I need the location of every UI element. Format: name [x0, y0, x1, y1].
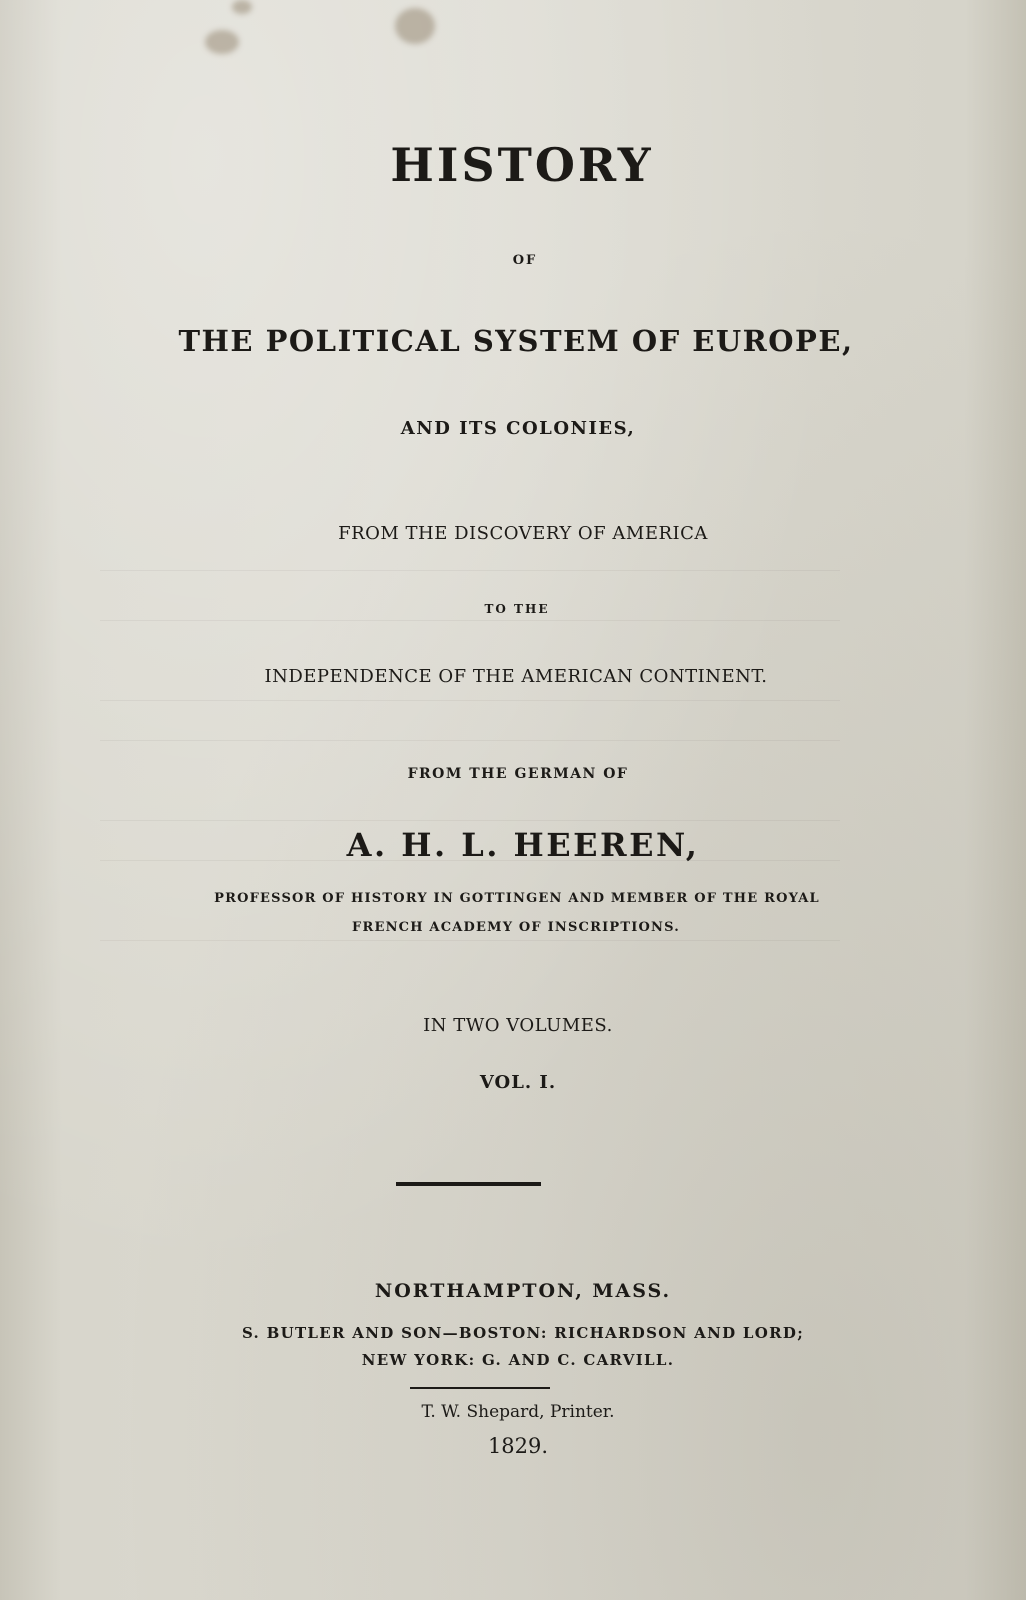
bleed-through: [100, 620, 840, 621]
author-role-line-2: FRENCH ACADEMY OF INSCRIPTIONS.: [352, 920, 680, 935]
volume-number: VOL. I.: [479, 1072, 557, 1093]
translation-note: FROM THE GERMAN OF: [407, 766, 629, 782]
author-name: A. H. L. HEEREN,: [346, 826, 700, 864]
foxing-stain: [395, 8, 435, 44]
bleed-through: [100, 820, 840, 821]
subtitle-to-the: TO THE: [484, 602, 550, 616]
printer-credit: T. W. Shepard, Printer.: [421, 1402, 615, 1422]
divider-rule: [396, 1182, 541, 1186]
main-title: THE POLITICAL SYSTEM OF EUROPE,: [178, 324, 854, 358]
subtitle: AND ITS COLONIES,: [400, 418, 636, 439]
title-connector-of: OF: [512, 253, 538, 268]
subtitle-independence: INDEPENDENCE OF THE AMERICAN CONTINENT.: [264, 666, 768, 687]
book-title: HISTORY: [390, 138, 654, 192]
imprint-place: NORTHAMPTON, MASS.: [374, 1280, 672, 1302]
printer-rule: [410, 1387, 550, 1389]
publisher-line-1: S. BUTLER AND SON—BOSTON: RICHARDSON AND LORD;: [241, 1324, 805, 1342]
publisher-line-2: NEW YORK: G. AND C. CARVILL.: [361, 1351, 675, 1369]
author-role-line-1: PROFESSOR OF HISTORY IN GOTTINGEN AND MEMBER OF THE ROYAL: [214, 891, 820, 906]
volume-count: IN TWO VOLUMES.: [423, 1015, 613, 1036]
bleed-through: [100, 940, 840, 941]
subtitle-from-discovery: FROM THE DISCOVERY OF AMERICA: [338, 523, 708, 544]
bleed-through: [100, 570, 840, 571]
foxing-stain: [232, 0, 252, 14]
foxing-stain: [205, 30, 239, 54]
publication-year: 1829.: [487, 1434, 549, 1458]
bleed-through: [100, 740, 840, 741]
bleed-through: [100, 700, 840, 701]
